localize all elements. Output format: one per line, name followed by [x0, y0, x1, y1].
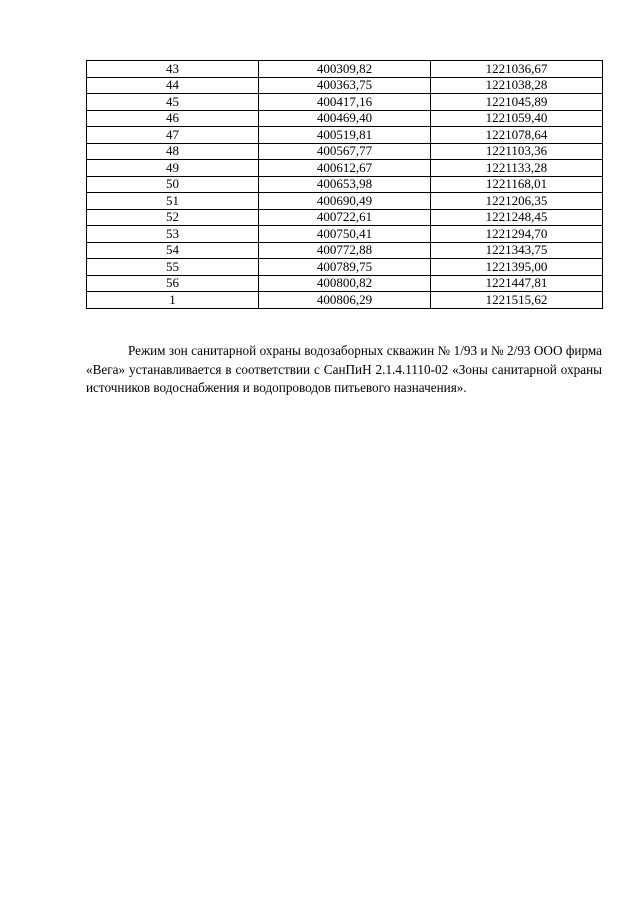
table-row — [87, 61, 603, 78]
table-row — [87, 226, 603, 243]
x-coordinate-cell: 400690,49 — [259, 193, 431, 210]
point-number-cell: 56 — [87, 275, 259, 292]
coordinates-table-body — [87, 61, 603, 309]
x-coordinate-cell: 400519,81 — [259, 127, 431, 144]
point-number-cell: 47 — [87, 127, 259, 144]
x-coordinate-cell: 400469,40 — [259, 110, 431, 127]
point-number-cell: 54 — [87, 242, 259, 259]
y-coordinate-cell: 1221059,40 — [431, 110, 603, 127]
y-coordinate-cell: 1221515,62 — [431, 292, 603, 309]
point-number-cell: 43 — [87, 61, 259, 78]
x-coordinate-cell: 400800,82 — [259, 275, 431, 292]
y-coordinate-cell: 1221103,36 — [431, 143, 603, 160]
x-coordinate-cell: 400772,88 — [259, 242, 431, 259]
y-coordinate-cell: 1221168,01 — [431, 176, 603, 193]
body-paragraph: Режим зон санитарной охраны водозаборных скважин № 1/93 и № 2/93 ООО фирма «Вега» устанавливается в соответствии с СанПиН 2.1.4.1110-02 «Зоны санитарной охраны источников водоснабжения и водопроводов питьевого назначения». — [86, 343, 602, 395]
point-number-cell: 44 — [87, 77, 259, 94]
point-number-cell: 49 — [87, 160, 259, 177]
point-number-cell: 53 — [87, 226, 259, 243]
point-number-cell: 51 — [87, 193, 259, 210]
x-coordinate-cell: 400612,67 — [259, 160, 431, 177]
y-coordinate-cell: 1221447,81 — [431, 275, 603, 292]
x-coordinate-cell: 400363,75 — [259, 77, 431, 94]
x-coordinate-cell: 400789,75 — [259, 259, 431, 276]
y-coordinate-cell: 1221248,45 — [431, 209, 603, 226]
y-coordinate-cell: 1221395,00 — [431, 259, 603, 276]
y-coordinate-cell: 1221343,75 — [431, 242, 603, 259]
table-row — [87, 143, 603, 160]
point-number-cell: 52 — [87, 209, 259, 226]
y-coordinate-cell: 1221133,28 — [431, 160, 603, 177]
table-row — [87, 94, 603, 111]
y-coordinate-cell: 1221294,70 — [431, 226, 603, 243]
y-coordinate-cell: 1221045,89 — [431, 94, 603, 111]
y-coordinate-cell: 1221038,28 — [431, 77, 603, 94]
table-row — [87, 176, 603, 193]
x-coordinate-cell: 400653,98 — [259, 176, 431, 193]
point-number-cell: 50 — [87, 176, 259, 193]
y-coordinate-cell: 1221078,64 — [431, 127, 603, 144]
point-number-cell: 46 — [87, 110, 259, 127]
table-row — [87, 259, 603, 276]
x-coordinate-cell: 400722,61 — [259, 209, 431, 226]
table-row — [87, 242, 603, 259]
point-number-cell: 45 — [87, 94, 259, 111]
table-row — [87, 77, 603, 94]
table-row — [87, 209, 603, 226]
table-row — [87, 275, 603, 292]
point-number-cell: 55 — [87, 259, 259, 276]
table-row — [87, 127, 603, 144]
table-row — [87, 160, 603, 177]
x-coordinate-cell: 400417,16 — [259, 94, 431, 111]
point-number-cell: 1 — [87, 292, 259, 309]
x-coordinate-cell: 400567,77 — [259, 143, 431, 160]
table-row — [87, 193, 603, 210]
x-coordinate-cell: 400806,29 — [259, 292, 431, 309]
x-coordinate-cell: 400750,41 — [259, 226, 431, 243]
point-number-cell: 48 — [87, 143, 259, 160]
y-coordinate-cell: 1221206,35 — [431, 193, 603, 210]
table-row — [87, 292, 603, 309]
y-coordinate-cell: 1221036,67 — [431, 61, 603, 78]
coordinates-table — [86, 60, 603, 309]
x-coordinate-cell: 400309,82 — [259, 61, 431, 78]
table-row — [87, 110, 603, 127]
